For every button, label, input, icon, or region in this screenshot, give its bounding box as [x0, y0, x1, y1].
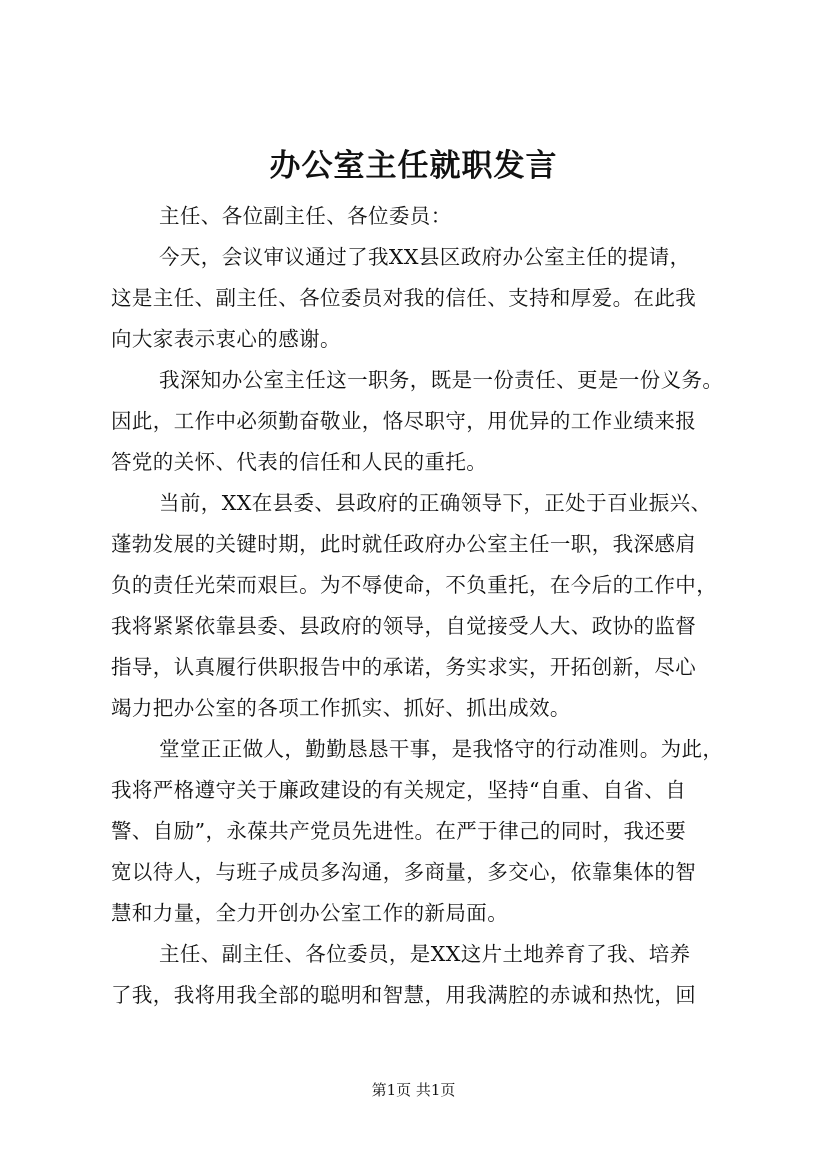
body-line: 我深知办公室主任这一职务，既是一份责任、更是一份义务。: [159, 368, 724, 392]
body-line: 向大家表示衷心的感谢。: [111, 327, 341, 351]
body-line: 答党的关怀、代表的信任和人民的重托。: [111, 450, 488, 474]
body-line: 慧和力量，全力开创办公室工作的新局面。: [111, 901, 509, 925]
body-line: 当前，XX在县委、县政府的正确领导下，正处于百业振兴、: [159, 491, 712, 515]
body-line: 蓬勃发展的关键时期，此时就任政府办公室主任一职，我深感肩: [111, 532, 697, 556]
body-line: 我将紧紧依靠县委、县政府的领导，自觉接受人大、政协的监督: [111, 614, 697, 638]
body-line: 主任、各位副主任、各位委员：: [159, 204, 452, 228]
body-line: 宽以待人，与班子成员多沟通，多商量，多交心，依靠集体的智: [111, 860, 697, 884]
body-line: 今天，会议审议通过了我XX县区政府办公室主任的提请，: [159, 245, 691, 269]
body-line: 警、自励”，永葆共产党员先进性。在严于律己的同时，我还要: [111, 819, 687, 843]
body-line: 堂堂正正做人，勤勤恳恳干事，是我恪守的行动准则。为此，: [159, 737, 724, 761]
body-line: 因此，工作中必须勤奋敬业，恪尽职守，用优异的工作业绩来报: [111, 409, 697, 433]
body-line: 我将严格遵守关于廉政建设的有关规定，坚持“自重、自省、自: [111, 778, 687, 802]
body-line: 主任、副主任、各位委员，是XX这片土地养育了我、培养: [159, 942, 691, 966]
body-line: 指导，认真履行供职报告中的承诺，务实求实，开拓创新，尽心: [111, 655, 697, 679]
body-line: 负的责任光荣而艰巨。为不辱使命，不负重托，在今后的工作中，: [111, 573, 718, 597]
body-line: 这是主任、副主任、各位委员对我的信任、支持和厚爱。在此我: [111, 286, 697, 310]
document-title: 办公室主任就职发言: [269, 148, 558, 184]
body-line: 了我，我将用我全部的聪明和智慧，用我满腔的赤诚和热忱，回: [111, 983, 697, 1007]
page-number: 第1页 共1页: [371, 1081, 456, 1099]
body-line: 竭力把办公室的各项工作抓实、抓好、抓出成效。: [111, 696, 571, 720]
